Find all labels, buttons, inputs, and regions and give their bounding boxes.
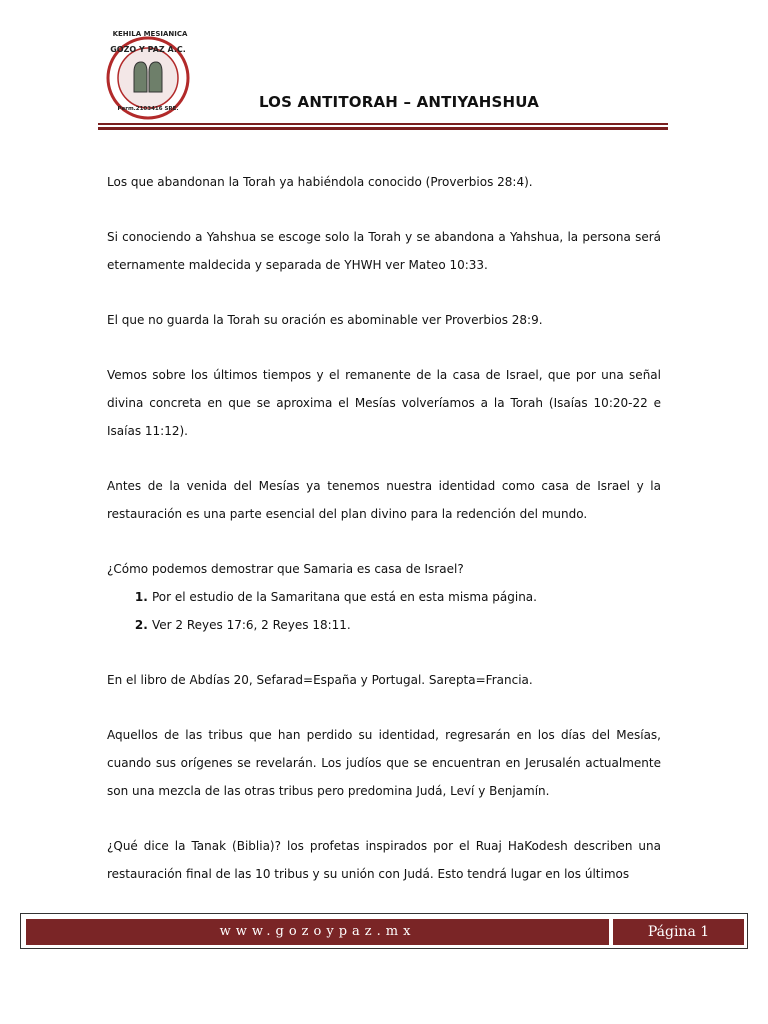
title-rule-thin xyxy=(98,123,668,125)
list-item: 1. Por el estudio de la Samaritana que está en esta misma página. xyxy=(152,583,661,611)
title-rule-thick xyxy=(98,127,668,130)
paragraph-1: Los que abandonan la Torah ya habiéndola conocido (Proverbios 28:4). xyxy=(107,175,533,189)
logo-ring-text: GOZO Y PAZ A.C. xyxy=(110,45,186,54)
numbered-list xyxy=(107,583,661,639)
document-title: LOS ANTITORAH – ANTIYAHSHUA xyxy=(258,93,540,111)
paragraph-6: En el libro de Abdías 20, Sefarad=España y Portugal. Sarepta=Francia. xyxy=(107,673,533,687)
page-number: Página 1 xyxy=(613,919,744,945)
logo-bottom-text: Perm.2103416 SRE. xyxy=(117,106,179,112)
paragraph-4: Vemos sobre los últimos tiempos y el remanente de la casa de Israel, que por una señal divina concreta en que se aproxima el Mesías volveríamos a la Torah (Isaías 10:20-22 e Isaías 11:12). xyxy=(107,368,661,438)
list-item: 2. Ver 2 Reyes 17:6, 2 Reyes 18:11. xyxy=(152,611,661,639)
document-body xyxy=(107,168,661,915)
logo-top-text: KEHILA MESIANICA xyxy=(112,30,188,38)
paragraph-5: Antes de la venida del Mesías ya tenemos nuestra identidad como casa de Israel y la restauración es una parte esencial del plan divino para la redención del mundo. xyxy=(107,479,661,521)
question-paragraph: ¿Cómo podemos demostrar que Samaria es casa de Israel? xyxy=(107,562,464,576)
paragraph-3: El que no guarda la Torah su oración es abominable ver Proverbios 28:9. xyxy=(107,313,543,327)
footer-website-link[interactable]: www.gozoypaz.mx xyxy=(26,919,609,945)
paragraph-7: Aquellos de las tribus que han perdido su identidad, regresarán en los días del Mesías, cuando sus orígenes se revelarán. Los judíos que se encuentran en Jerusalén actualmente son una mezcla de las otras tribus pero predomina Judá, Leví y Benjamín. xyxy=(107,728,661,798)
paragraph-2: Si conociendo a Yahshua se escoge solo la Torah y se abandona a Yahshua, la persona será eternamente maldecida y separada de YHWH ver Mateo 10:33. xyxy=(107,230,661,272)
paragraph-8: ¿Qué dice la Tanak (Biblia)? los profetas inspirados por el Ruaj HaKodesh describen una restauración final de las 10 tribus y su unión con Judá. Esto tendrá lugar en los últimos xyxy=(107,839,661,881)
